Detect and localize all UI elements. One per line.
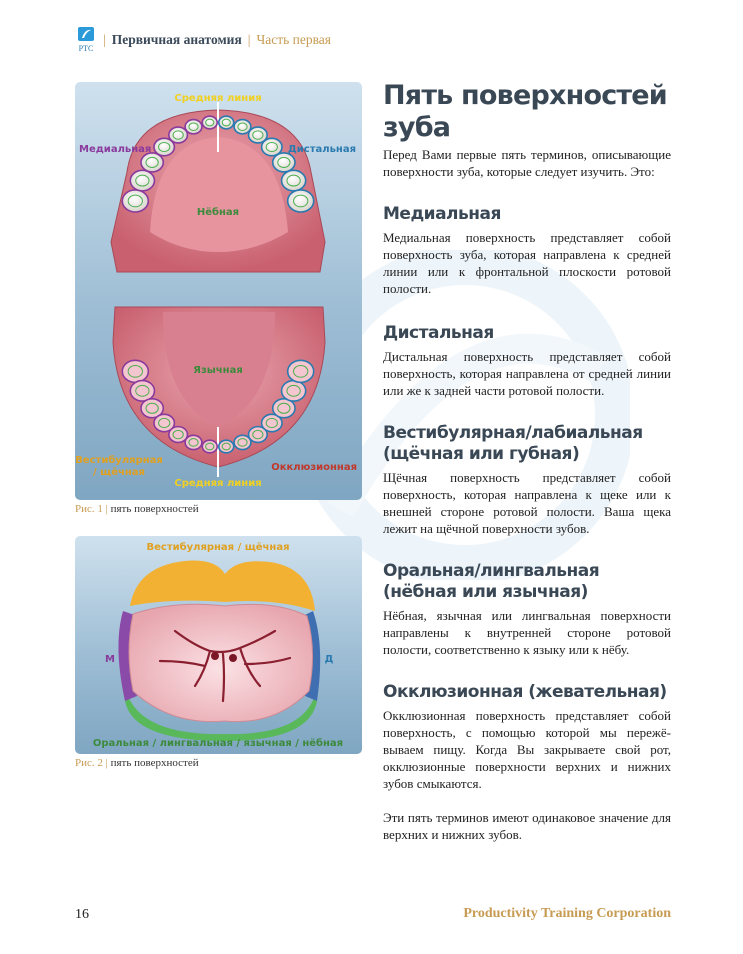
tooth [169,127,188,143]
label-lingual: Язычная [193,365,243,376]
label-oral: Оральная / лингвальная / язычная / нёбная [92,738,344,749]
page-header [75,26,331,54]
tooth [288,190,314,212]
tooth [122,190,148,212]
tooth [288,360,314,382]
section-text: Нёбная, язычная или лингвальная поверхности направлены к внутренней стороне ротовой полости, соответственно к языку или к нёбу. [383,608,671,657]
figure2-caption-number: Рис. 2 [75,757,103,769]
title-line-1: Пять поверхностей [383,80,667,111]
label-midline-bottom: Средняя линия [174,478,262,489]
section-heading: Окклюзионная (жевательная) [383,682,667,702]
label-palatal: Нёбная [196,207,240,218]
tooth [169,427,188,443]
page-title [383,80,671,144]
tooth [282,170,306,191]
intro-paragraph: Перед Вами первые пять терминов, описывающие поверхности зуба, которые следует изучить. Это: [383,147,671,179]
label-vestibular-1: Вестибулярная [75,455,163,466]
tooth [130,170,154,191]
label-distal: Дистальная [287,144,356,155]
section-text: Дистальная поверхность представляет собой поверхность, которая направлена от средней линии или же к задней части ротовой полости. [383,349,671,398]
tooth [202,440,217,453]
label-m: М [105,654,115,665]
tooth [273,153,295,172]
closing-paragraph: Эти пять терминов имеют одинаковое значение для верхних и нижних зубов. [383,810,671,842]
figure-molar-surfaces [75,536,362,754]
tooth [234,120,251,134]
label-vestibular-2: / щёчная [93,467,145,478]
section-text: Окклюзионная поверхность представляет собой поверхность, с помощью которой мы пережёвываем пищу. Когда Вы закрываете свой рот, окклюзионные поверхности верхних и нижних зубов смыкаются. [383,708,671,791]
section-heading: Медиальная [383,204,501,224]
label-medial: Медиальная [79,144,152,155]
dental-arches-illustration [75,82,362,500]
figure-dental-arches [75,82,362,500]
figure2-caption: Рис. 2 | пять поверхностей [75,757,199,769]
label-vestibular: Вестибулярная / щёчная [146,542,290,553]
tooth [130,381,154,402]
tooth [219,440,234,453]
section-heading: Оральная/лингвальная (нёбная или язычная) [383,561,600,602]
label-midline-top: Средняя линия [174,93,262,104]
tooth [219,116,234,129]
title-line-2: зуба [383,112,451,143]
tooth [122,360,148,382]
tooth [202,116,217,129]
page-number: 16 [75,907,89,922]
section-heading: Вестибулярная/лабиальная (щёчная или губная) [383,423,643,464]
label-d: Д [324,654,334,665]
figure1-caption-number: Рис. 1 [75,503,103,515]
molar-illustration [75,536,362,754]
tooth [185,120,202,134]
label-occlusal: Окклюзионная [271,462,357,473]
figure1-caption: Рис. 1 | пять поверхностей [75,503,199,515]
header-separator: | [103,32,106,47]
ptc-logo-icon [75,27,97,53]
section-heading: Дистальная [383,323,494,343]
figure1-caption-text: пять поверхностей [110,503,199,515]
footer-company: Productivity Training Corporation [463,906,671,921]
tooth [185,435,202,449]
svg-text:PTC: PTC [78,44,94,53]
section-text: Медиальная поверхность представляет собой поверхность зуба, которая направлена к средней линии или к фронтальной плоскости ротовой полости. [383,230,671,296]
tooth [282,381,306,402]
article-column [383,80,671,843]
header-part: Часть первая [256,32,332,47]
figure2-caption-text: пять поверхностей [110,757,199,769]
section-text: Щёчная поверхность представляет собой поверхность, которая направлена к щеке или к внешней стороне ротовой полости. Ваша щека лежит на щёчной поверхности зубов. [383,470,671,536]
header-title: Первичная анатомия [111,32,242,47]
header-separator: | [247,32,251,47]
